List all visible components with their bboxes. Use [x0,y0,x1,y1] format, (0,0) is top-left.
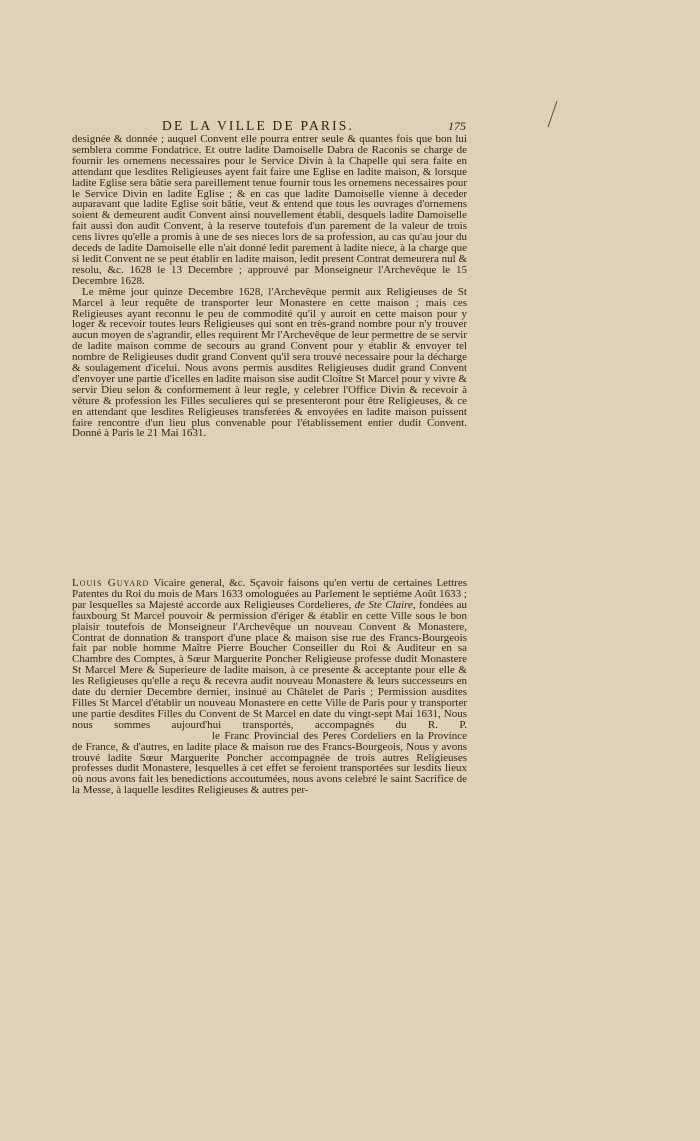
signatory-name: Louis Guyard [72,577,150,589]
paragraph-permission: Le même jour quinze Decembre 1628, l'Archevêque permit aux Religieuses de St Marcel à leur requête de transporter leur Monastere en cette maison ; mais ces Religieuses ayant reconnu le peu de commodité qu'il y auroit en cette maison pour y loger & recevoir toutes leurs Religieuses qui sont en très-grand nombre pour n'y trouver aucun moyen de s'agrandir, elles requirent Mr l'Archevêque de leur permettre de se servir de ladite maison comme de secours au grand Convent pour y établir & envoyer tel nombre de Religieuses dudit grand Convent qu'il sera trouvé necessaire pour la décharge & soulagement d'icelui. Nous avons permis ausdites Religieuses dudit grand Convent d'envoyer une partie d'icelles en ladite maison sise audit Cloître St Marcel pour y vivre & servir Dieu selon & conformement à leur regle, y celebrer l'Office Divin & recevoir à vêture & profession les Filles seculieres qui se presenteront pour être Religieuses, & ce en attendant que lesdites Religieuses transferées & envoyées en ladite maison puissent faire rencontre d'un lieu plus convenable pour l'établissement entier dudit Convent. Donné à Paris le 21 Mai 1631. [72,285,467,440]
paragraph-vicar-text-b: , fondées au fauxbourg St Marcel pouvoir & permission d'ériger & établir en cette Ville sous le bon plaisir toutefois de Monseigneur l'Archevêque un nouveau Convent & Monastere, Contrat de donnation & transport d'une place & maison sise rue des Francs-Bourgeois fait par noble homme Maître Pierre Boucher Conseiller du Roi & Auditeur en sa Chambre des Comptes, à Sœur Marguerite Poncher Religieuse professe dudit Monastere St Marcel Mere & Superieure de ladite maison, à ce presente & acceptante pour elle & les Religieuses qu'elle a reçu & recevra audit nouveau Monastere & leurs successeurs en date du dernier Decembre dernier, insinué au Châtelet de Paris ; Permission ausdites Filles St Marcel d'établir un nouveau Monastere en cette Ville de Paris pour y transporter une partie desdites Filles du Convent de St Marcel en date du vingt-sept Mai 1631, Nous nous sommes aujourd'hui transportés, accompagnés du R. P. [72,598,468,731]
page-number: 175 [448,119,466,133]
paragraph-vicar-general [72,578,467,796]
paragraph-contract: designée & donnée ; auquel Convent elle pourra entrer seule & quantes fois que bon lui semblera comme Fondatrice. Et outre ladite Damoiselle Dabra de Raconis se charge de fournir les ornemens necessaires pour le Service Divin à la Chapelle qui sera faite en attendant que lesdites Religieuses ayent fait faire une Eglise en ladite maison, & lorsque ladite Eglise sera bâtie sera pareillement tenue fournir tous les ornemens necessaires pour le Service Divin en ladite Eglise ; & en cas que ladite Damoiselle vienne à deceder auparavant que ladite Eglise soit bâtie, veut & entend que tous les ouvrages d'ornemens soient & demeurent audit Convent ainsi nouvellement établi, desquels ladite Damoiselle fait aussi don audit Convent, à la reserve toutefois d'un parement de la valeur de trois cens livres qu'elle a promis à une de ses nieces lors de sa profession, au cas qu'au jour du deceds de ladite Damoiselle elle n'ait donné ledit parement à ladite niece, à la charge que si ledit Convent ne se peut établir en ladite maison, ledit present Contrat demeurera nul & resolu, &c. 1628 le 13 Decembre ; approuvé par Monseigneur l'Archevêque le 15 Decembre 1628. [72,133,467,287]
text-block-lower [72,578,467,796]
running-title: DE LA VILLE DE PARIS. [162,118,355,133]
text-block-upper [72,134,467,439]
margin-pencil-mark [545,100,559,128]
paragraph-vicar-italic: de Ste Claire [354,598,413,611]
paragraph-vicar-text-c: le Franc Provincial des Peres Cordeliers en la Province de France, & d'autres, en ladite place & maison rue des Francs-Bourgeois, Nous y avons trouvé ladite Sœur Marguerite Poncher accompagnée de trois autres Religieuses professes dudit Monastere, lesquelles à cet effet se feroient transportées sur lesdits lieux où nous avons fait les benedictions accoutumées, nous avons celebré le saint Sacrifice de la Messe, à laquelle lesdites Religieuses & autres per- [72,729,467,797]
paragraph-vicar-text-a: Vicaire general, &c. Sçavoir faisons qu'en vertu de certaines Lettres Patentes du Roi du mois de Mars 1633 omologuées au Parlement le septiéme Août 1633 ; par lesquelles sa Majesté accorde aux Religieuses Cordelieres, [72,577,467,611]
